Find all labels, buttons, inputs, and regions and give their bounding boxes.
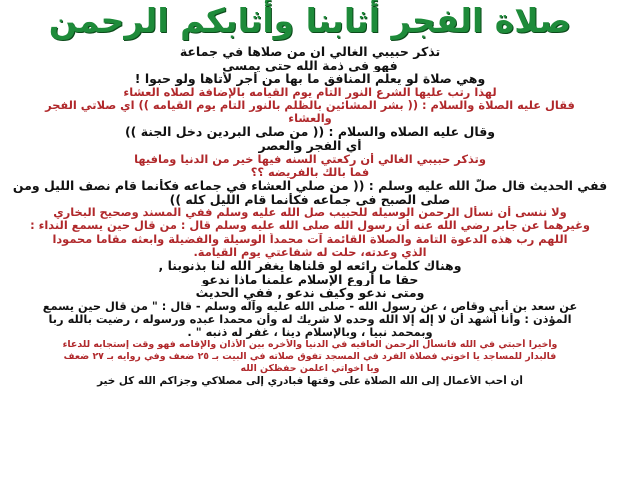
text-line: وهي صلاة لو يعلم المنافق ما بها من أجر لأتاها ولو حبوا ! bbox=[134, 72, 486, 86]
text-line: وغيرهما عن جابر رضي الله عنه أن رسول الله صلى الله عليه وسلم قال : من قال حين يسمع النداء : bbox=[30, 219, 590, 233]
text-line: صلى الصبح في جماعه فكأنما قام الليل كله )) bbox=[169, 192, 451, 207]
text-line: حقا ما أروع الإسلام علمنا ماذا ندعو bbox=[201, 272, 419, 287]
text-line: ففي الحديث قال صلّ الله عليه وسلم : (( من صلي العشاء في جماعه فكأنما قام نصف الليل ومن bbox=[12, 178, 608, 193]
text-line: لهذا رتب عليها الشرع النور التام يوم القيامه بالإضافة لصلاه العشاء bbox=[123, 85, 497, 99]
text-line: والعشاء bbox=[288, 112, 332, 126]
text-line: فقال عليه الصلاة والسلام : (( بشر المشائين بالظلم بالنور التام يوم القيامه )) اي صلاتي الفجر bbox=[45, 98, 575, 112]
text-line: الذي وعدته، حلت له شفاعتي يوم القيامة. bbox=[193, 245, 427, 259]
text-line: وقال عليه الصلاه والسلام : (( من صلى البردين دخل الجنة )) bbox=[124, 125, 496, 139]
text-line: عن سعد بن أبي وقاص ، عن رسول الله - صلى الله عليه وآله وسلم - قال : " من قال حين يسمع bbox=[42, 299, 578, 313]
text-line: تذكر حبيبي الغالي ان من صلاها في جماعة bbox=[179, 45, 441, 59]
text-line: فما بالك بالفريضه ؟؟ bbox=[250, 165, 370, 179]
text-line: المؤذن : وأنا أشهد أن لا إله إلا الله وحده لا شريك له وأن محمدا عبده ورسوله ، رضيت بالله ربا bbox=[48, 312, 572, 326]
text-line: ويا اخواتي اعلمن حفظكن الله bbox=[240, 363, 380, 375]
article-body bbox=[6, 45, 614, 388]
text-line: أن أحب الأعمال إلى الله الصلاة على وقتها فبادري إلى مصلاكي وجزاكم الله كل خير bbox=[97, 375, 523, 388]
text-line: ولا ننسى أن نسأل الرحمن الوسيله للحبيب صل الله عليه وسلم ففي المسند وصحيح البخاري bbox=[53, 206, 567, 220]
page-title: صلاة الفجر أثابنا وأثابكم الرحمن bbox=[48, 1, 572, 40]
text-line: وأخيرا أحبتي في الله فانسأل الرحمن العافيه في الدنيا والأخره بين الأذان والإقامه فهو وقت إستجابه للدعاء bbox=[62, 339, 558, 351]
text-line: اللهم رب هذه الدعوة التامة والصلاة القائمة آت محمداً الوسيلة والفضيلة وابعثه مقاما محمودا bbox=[52, 232, 568, 246]
text-line: ومتى ندعو وكيف ندعو , ففي الحديث bbox=[195, 286, 425, 300]
text-line: وبمحمد نبيا ، وبالإسلام دينا ، غفر له ذنبه " . bbox=[187, 326, 433, 340]
text-line: فهو في ذمة الله حتى يمسي bbox=[222, 58, 398, 73]
text-line: فالبدار للمساجد يا اخوتي فصلاة الفرد في المسجد تفوق صلاته في البيت بـ ٢٥ ضعف وفي روايه بـ ٢٧ ضعف bbox=[63, 351, 557, 363]
text-line: أي الفجر والعصر bbox=[258, 138, 362, 153]
text-line: وهناك كلمات رائعه لو قلناها يغفر الله لنا بذنوبنا , bbox=[158, 258, 462, 273]
text-line: وتذكر حبيبي الغالي أن ركعتي السنه فيها خير من الدنيا ومافيها bbox=[134, 152, 486, 166]
